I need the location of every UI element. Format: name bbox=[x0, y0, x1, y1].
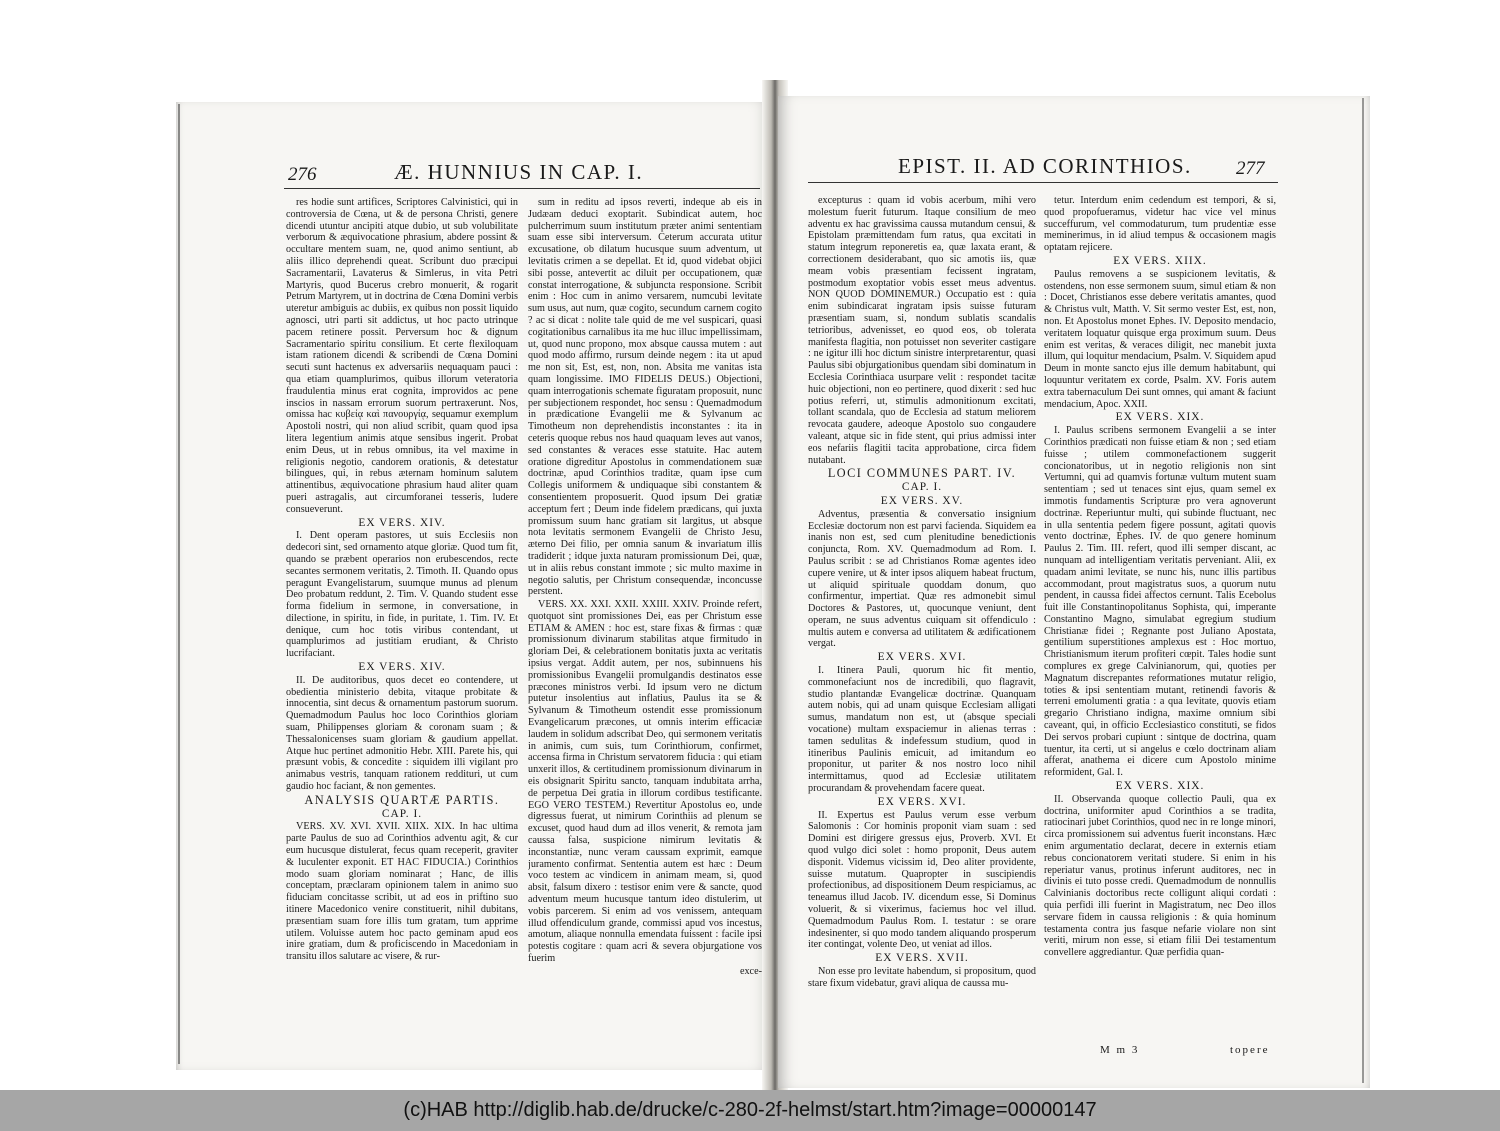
paragraph: I. Dent operam pastores, ut suis Ecclesiis non dedecori sint, sed ornamento atque gloriæ. Quod tum fit, quando se præbent operarios non erubescendos, recte secantes sermonem veritatis, 2. Timoth. II. Quando opus peragunt Evangelistarum, suumque munus ad plenum Deo probatum reddunt, 2. Tim. V. Quando student esse forma fidelium in sermone, in conversatione, in dilectione, in spiritu, in fide, in puritate, 1. Tim. IV. Et denique, cum hoc totis viribus contendant, ut quamplurimos ad justitiam erudiant, & Christo lucrifaciant. bbox=[286, 530, 518, 660]
section-heading: EX VERS. XIV. bbox=[358, 661, 446, 674]
left-head-rule bbox=[284, 188, 760, 189]
section-heading: EX VERS. XVI. bbox=[877, 651, 967, 664]
paragraph: Adventus, præsentia & conversatio insignium Ecclesiæ doctorum non est parvi facienda. Siquidem ea inanis non est, sed cum plenitudine benedictionis conjuncta, Rom. XV. Quemadmodum ad Rom. I. Paulus scribit : se ad Christianos Romæ agentes ideo cupere venire, ut & inter ipsos aliquem habeat fructum, ut aliquid spirituale quoddam donum, quo confirmentur, impertiat. Quæ res admonebit simul Doctores & Pastores, ut, quocunque veniunt, dent operam, ne suus adventus cuiquam sit offendiculo : multis autem e conversa ad utilitatem & ædificationem vergat. bbox=[808, 508, 1036, 650]
paragraph: VERS. XX. XXI. XXII. XXIII. XXIV. Proinde refert, quotquot sint promissiones Dei, eas per Christum esse ETIAM & AMEN : hoc est, stare fixas & firmas : quæ promissionum divinarum stabilitas atque firmitudo in gloriam Dei, & celebrationem bonitatis juxta ac veritatis ipsius vergat. Addit autem, per nos, subinnuens his promissionibus Evangelii promulgandis destinatos esse præcones ministros verbi. Id ipsum vero ne dictum putetur insolentius aut inflatius, Paulus ita se & Sylvanum & Timotheum ostendit esse promissionum Evangelicarum præcones, ut omnis interim efficaciæ laudem in solidum adscribat Deo, qui sermonem veritatis in animis, cum suis, tum Corinthiorum, confirmet, accensa firma in Christum servatorem fiducia : qui etiam unxerit illos, & certitudinem promissionum divinarum in eis obsignarit Spiritu sancto, tanquam indubitata arrha, de perpetua Dei gratia in illorum cordibus testificante. EGO VERO TESTEM.) Revertitur Apostolus eo, unde digressus fuerat, ut nimirum Corinthiis ad plenum se excuset, quod haud dum ad illos venerit, & remota jam caussa falsa, suspicione nimirum levitatis & inconstantiæ, nunc veram caussam exprimit, eamque juramento confirmat. Sententia autem est hæc : Deum voco testem ac vindicem in animam meam, si, quod absit, falsum dixero : testisor enim vere & sancte, quod adventum meum hucusque tantum ideo distulerim, ut vobis parcerem. Si enim ad vos venissem, antequam illud offendiculum grande, commissi apud vos incestus, amotum, aliaque nonnulla emendata fuissent : facile ipsi potestis cogitare : quam acri & severa objurgatione vos fuerim bbox=[528, 599, 762, 964]
section-heading: CAP. I. bbox=[901, 481, 943, 494]
section-heading: LOCI COMMUNES PART. IV. bbox=[827, 466, 1017, 481]
left-column-1 bbox=[286, 197, 518, 1065]
paragraph: I. Paulus scribens sermonem Evangelii a se inter Corinthios prædicati non fuisse etiam & non ; sed etiam fuisse ; utilem commonefactionem suggerit concionatoribus, ut in negotio religionis non sint Vertumni, qui ad quamvis fortunæ vultum mutent suam sententiam ; sed ut tenaces sint ejus, quam semel ex immotis fundamentis Scripturæ pro vera agnoverunt doctrinæ. Reperiuntur multi, qui subinde fluctuant, nec in ulla sententia pedem figere possunt, agitati quovis vento doctrinæ, Ephes. IV. de quo genere hominum Paulus 2. Tim. III. refert, quod illi semper discant, ac nunquam ad intelligentiam veritatis perveniant. Alii, ex quadam animi levitate, se nunc his, nunc illis partibus accommodant, prout magistratus suos, a quorum nutu pendent, in caussa fidei affectos cernunt. Talis Ecebolus fuit ille Constantinopolitanus Sophista, qui, imperante Constantino Magno, simulabat egregium studium Christianæ fidei ; Regnante post Juliano Apostata, gentilium superstitiones amplexus est : Hoc mortuo, Christianismum iterum profiteri cœpit. Tales hodie sunt complures ex grege Calvinianorum, qui, quoties per Magnatum discrepantes reformationes mutatur religio, toties & ipsi sententiam mutant, retinendi favoris & terreni emolumenti gratia : a qua levitate, quovis etiam gregario Christiano indigna, maxime omnium sibi caveant, qui, in officio Ecclesiastico constituti, se fidos Dei servos probari cupiunt : sintque de doctrina, quam tuentur, ita certi, ut si angelus e cœlo doctrinam aliam afferat, anathema ei dicere cum Apostolo minime reformident, Gal. I. bbox=[1044, 425, 1276, 779]
left-running-head: Æ. HUNNIUS IN CAP. I. bbox=[394, 160, 644, 184]
paragraph: sum in reditu ad ipsos reverti, indeque ab eis in Judæam deduci exoptarit. Subindicat autem, hoc pulcherrimum suum institutum præter animi sententiam suam esse sibi interversum. Ceterum accurata utitur excusatione, ob dilatum hucusque suum adventum, ut levitatis crimen a se depellat. Et id, quod videbat objici sibi posse, antevertit ac diluit per occupationem, quæ constat interrogatione, & subjuncta responsione. Scribit enim : Hoc cum in animo versarem, numcubi levitate sum usus, aut num, quæ cogito, secundum carnem cogito ? ac si dicat : nolite tale quid de me vel suspicari, quasi cogitationibus carnalibus ita me huc illuc impellissimam, ut, quod nunc propono, mox absque caussa mutem : aut quod modo affirmo, rursum deinde negem : ita ut apud me non sit, Est, est, non, non. Absita me vanitas ista quam longissime. IMO FIDELIS DEUS.) Objectioni, quam interrogationis schemate figuratam proposuit, nunc per subjectionem respondet, hoc sensu : Quemadmodum in prædicatione Evangelii me & Sylvanum ac Timotheum non deprehendistis inconstantes : ita in ceteris quoque rebus nos haud quaquam leves aut vanos, sed constantes & veraces esse statuite. Hac autem oratione digreditur Apostolus in commendationem suæ doctrinæ, apud Corinthios traditæ, quam ipse cum Collegis uniformem & undiquaque sibi constantem & consentientem proposuerit. Quod ipsum Dei gratiæ acceptum fert ; Deum inde fidelem prædicans, qui juxta promissum suum hanc gratiam sit largitus, ut absque nota levitatis sermonem Evangelii de Christo Jesu, æterno Dei filio, per omnia sanum & invariatum illis tradiderit ; idque juxta naturam promissionum Dei, quæ, ut in aliis rebus constant immote ; sic multo maxime in negotio salutis, per Christum consequendæ, inconcusse perstent. bbox=[528, 197, 762, 598]
copyright-footer bbox=[0, 1090, 1500, 1131]
section-heading: EX VERS. XIX. bbox=[1115, 411, 1205, 424]
paragraph: I. Itinera Pauli, quorum hic fit mentio, commonefaciunt nos de incredibili, quo flagravit, studio plantandæ Evangelicæ doctrinæ. Quanquam autem nobis, qui ad unam quisque Ecclesiam alligati sumus, mandatum non est, ut (absque speciali vocatione) multam exspaciemur in alienas terras : tamen sedulitas & indefessum studium, quod in itineribus Paulinis emicuit, ad imitandum eo proponitur, ut pariter & nos nostro loco nihil intermittamus, quod ad Ecclesiæ utilitatem procurandam & provehendam facere queat. bbox=[808, 665, 1036, 795]
catchword: topere bbox=[1230, 1044, 1270, 1056]
copyright-link-text[interactable]: (c)HAB http://diglib.hab.de/drucke/c-280-2f-helmst/start.htm?image=00000147 bbox=[403, 1099, 1097, 1121]
section-heading: EX VERS. XIX. bbox=[1115, 780, 1205, 793]
paragraph: Paulus removens a se suspicionem levitatis, & ostendens, non esse sermonem suum, simul etiam & non : Docet, Christianos esse debere veritatis amantes, quod & Christus vult, Matth. V. Sit sermo vester Est, est, non, non. Et Apostolus monet Ephes. IV. Deposito mendacio, veritatem loquatur quisque erga proximum suum. Deus enim est veritas, & veraces diligit, nec manebit juxta illum, qui loquitur mendacium, Psalm. V. Siquidem apud Deum in monte sancto ejus ille demum habitabunt, qui loquuntur veritatem ex corde, Psalm. XV. Foris autem extra tabernaculum Dei sunt omnes, qui amant & faciunt mendacium, Apoc. XXII. bbox=[1044, 268, 1276, 410]
paragraph: II. Observanda quoque collectio Pauli, qua ex doctrina, uniformiter apud Corinthios a se tradita, ratiocinari jubet Corinthios, quod nec in re longe minori, circa promissionem sui adventus fuerit inconstans. Hæc enim argumentatio declarat, decere in externis etiam rebus concionatorem veritati studere. Si enim in his reperiatur vanus, protinus inferunt auditores, nec in divinis ei tuto posse credi. Quemadmodum de nonnullis Calvinianis doctoribus recte colligunt aliqui cordati : quia perfidi illi fuerint in Magistratum, nec Deo illos servare fidem in caussa religionis : & quia hominum testamenta contra jus fasque nefarie violare non sint veriti, mirum non esse, si etiam filii Dei testamentum convellere aggrediantur. Quæ perfidia quan- bbox=[1044, 793, 1276, 959]
section-heading: EX VERS. XVII. bbox=[875, 952, 969, 965]
left-page bbox=[176, 102, 772, 1070]
right-page-edge bbox=[1362, 98, 1364, 1083]
paragraph: VERS. XV. XVI. XVII. XIIX. XIX. In hac ultima parte Paulus de suo ad Corinthios adventu agit, & cur eum hucusque distulerat, fecus quam receperit, graviter & luculenter exponit. ET HAC FIDUCIA.) Corinthios modo suam gloriam nominarat ; Hanc, de illis conceptam, præclaram opinionem talem in animo suo fiduciam concitasse scribit, ut ad eos in priftino suo itinere Macedonico venire constituerit, nihil dubitans, præsentiam suam fore illis tum gratam, tum apprime utilem. Voluisse autem hoc pacto geminam apud eos inire gratiam, dum & proficiscendo in Macedoniam in transitu illos salutare ac visere, & rur- bbox=[286, 821, 518, 963]
section-heading: EX VERS. XIIX. bbox=[1113, 254, 1207, 267]
right-page-number: 277 bbox=[1236, 158, 1265, 179]
section-heading: EX VERS. XV. bbox=[880, 494, 964, 507]
paragraph: Non esse pro levitate habendum, si propositum, quod stare fixum videbatur, gravi aliqua de caussa mu- bbox=[808, 966, 1036, 989]
paragraph: excepturus : quam id vobis acerbum, mihi vero molestum fuerit futurum. Itaque consilium de meo adventu ex hac gravissima caussa mutandum censui, & Epistolam præmittendam fum ratus, qua excitati in statum integrum reponeretis ea, quæ laxata erant, & correctionem desiderabant, quo sic amotis iis, quæ meam vobis præsentiam fecissent ingratam, postmodum exoptatior vobis esset meus adventus. NON QUOD DOMINEMUR.) Occupatio est : quia enim subindicarat ingratam ipsis suisse futuram præsentiam suam, si, nondum sublatis scandalis tetrioribus, advenisset, eo quod eos, ob tolerata manifesta flagitia, non potuisset non severiter castigare : ne igitur illi hoc dictum sinistre interpretarentur, quasi Paulus sibi objurgationibus quendam sibi dominatum in Ecclesia Corinthiaca usurpare velit : respondet tacitæ huic objectioni, non eo pertinere, quod dixerit : sed huc potius referri, ut, stimulis admonitionum excitati, tollant scandala, quo de Ecclesia ad statum meliorem revocata gaudere, adeoque Apostolo suo congaudere valeant, atque sic in fide stent, qui prius admissi inter eos nefariis flagitii tacita approbatione, circa fidem nutabant. bbox=[808, 195, 1036, 466]
left-column-2 bbox=[528, 197, 762, 1065]
section-heading: EX VERS. XVI. bbox=[877, 795, 967, 808]
right-column-1 bbox=[808, 195, 1036, 1057]
left-page-edge bbox=[178, 104, 180, 1064]
section-heading: CAP. I. bbox=[381, 807, 423, 820]
paragraph: II. De auditoribus, quos decet eo contendere, ut obedientia ministerio debita, vitaque probitate & innocentia, sint decus & ornamentum pastorum suorum. Quemadmodum Paulus hoc loco Corinthios gloriam suam, Philippenses gloriam & coronam suam ; & Thessalonicenses suam gloriam & gaudium appellat. Atque huc pertinet admonitio Hebr. XIII. Parete his, qui præsunt vobis, & concedite : siquidem illi vigilant pro animabus vestris, tanquam rationem reddituri, ut cum gaudio hoc faciant, & non gementes. bbox=[286, 674, 518, 793]
catchword: exce- bbox=[739, 965, 762, 977]
right-running-head: EPIST. II. AD CORINTHIOS. bbox=[898, 154, 1192, 178]
section-heading: EX VERS. XIV. bbox=[358, 516, 446, 529]
right-page bbox=[778, 96, 1370, 1088]
paragraph: II. Expertus est Paulus verum esse verbum Salomonis : Cor hominis proponit viam suam : sed Domini est dirigere gressus ejus, Proverb. XVI. Et quod vulgo dici solet : homo proponit, Deus autem disponit. Videmus vicissim id, Deo aliter providente, suisse mutatum. Quapropter in suscipiendis profectionibus, ad dispositionem Deum respiciamus, ac teneamus illud Jacob. IV. dicendum esse, Si Dominus voluerit, & si vixerimus, faciemus hoc vel illud. Quemadmodum Paulus Rom. I. testatur : se orare indesinenter, si quo modo tandem aliquando prosperum iter contingat, volente Deo, ut veniat ad illos. bbox=[808, 809, 1036, 951]
section-heading: ANALYSIS QUARTÆ PARTIS. bbox=[304, 792, 500, 807]
left-page-number: 276 bbox=[288, 164, 317, 185]
right-head-rule bbox=[808, 182, 1278, 183]
paragraph: res hodie sunt artifices, Scriptores Calvinistici, qui in controversia de Cœna, ut & de persona Christi, genere dicendi utuntur ancipiti atque dubio, ut sub volubilitate verborum & æquivocatione phrasium, abdere possint & occultare mentem suam, ne, quod animo sentiunt, ab aliis illico deprehendi queat. Scribunt duo præcipui Sacramentarii, Lavaterus & Simlerus, in vita Petri Martyris, quod Bucerus crebro monuerit, & rogarit Petrum Martyrem, ut in doctrina de Cœna Domini verbis uteretur ambiguis ac dubiis, ex quibus non possit liquido agnosci, utri parti sit addictus, ut hoc pacto utrinque pacem retinere possit. Perversum hoc & dignum Sacramentario spiritu consilium. Et certe flexiloquam istam rationem dicendi & scribendi de Cœna Domini secuti sunt hactenus ex adversariis nequaquam pauci : qua etiam quamplurimos, quibus illorum veteratoria fraudulentia minus erat cognita, improvidos ac pene inscios in nassam errorum suorum pertraxerunt. Nos, omissa hac κυβείᾳ καὶ πανουργίᾳ, sequamur exemplum Apostoli nostri, qui non aliud scribit, quam quod ipsa litera legentium animis atque sensibus ingerit. Probat enim Deus, ut in rebus omnibus, ita vel maxime in religionis negotio, candorem orationis, & detestatur bilingues, qui, in rebus æternam hominum salutem attinentibus, æquivocatione phrasium haud aliter quam pueri astragalis, aut circumforanei tesseris, ludere consueverunt. bbox=[286, 197, 518, 515]
right-column-2 bbox=[1044, 195, 1276, 1057]
paragraph: tetur. Interdum enim cedendum est tempori, & si, quod propofueramus, videtur hac vice vel minus succeffurum, vel commodaturum, tum prudentiæ esse meminerimus, in id aliud tempus & occasionem magis optatam rejicere. bbox=[1044, 195, 1276, 254]
signature-mark: M m 3 bbox=[1100, 1044, 1140, 1056]
